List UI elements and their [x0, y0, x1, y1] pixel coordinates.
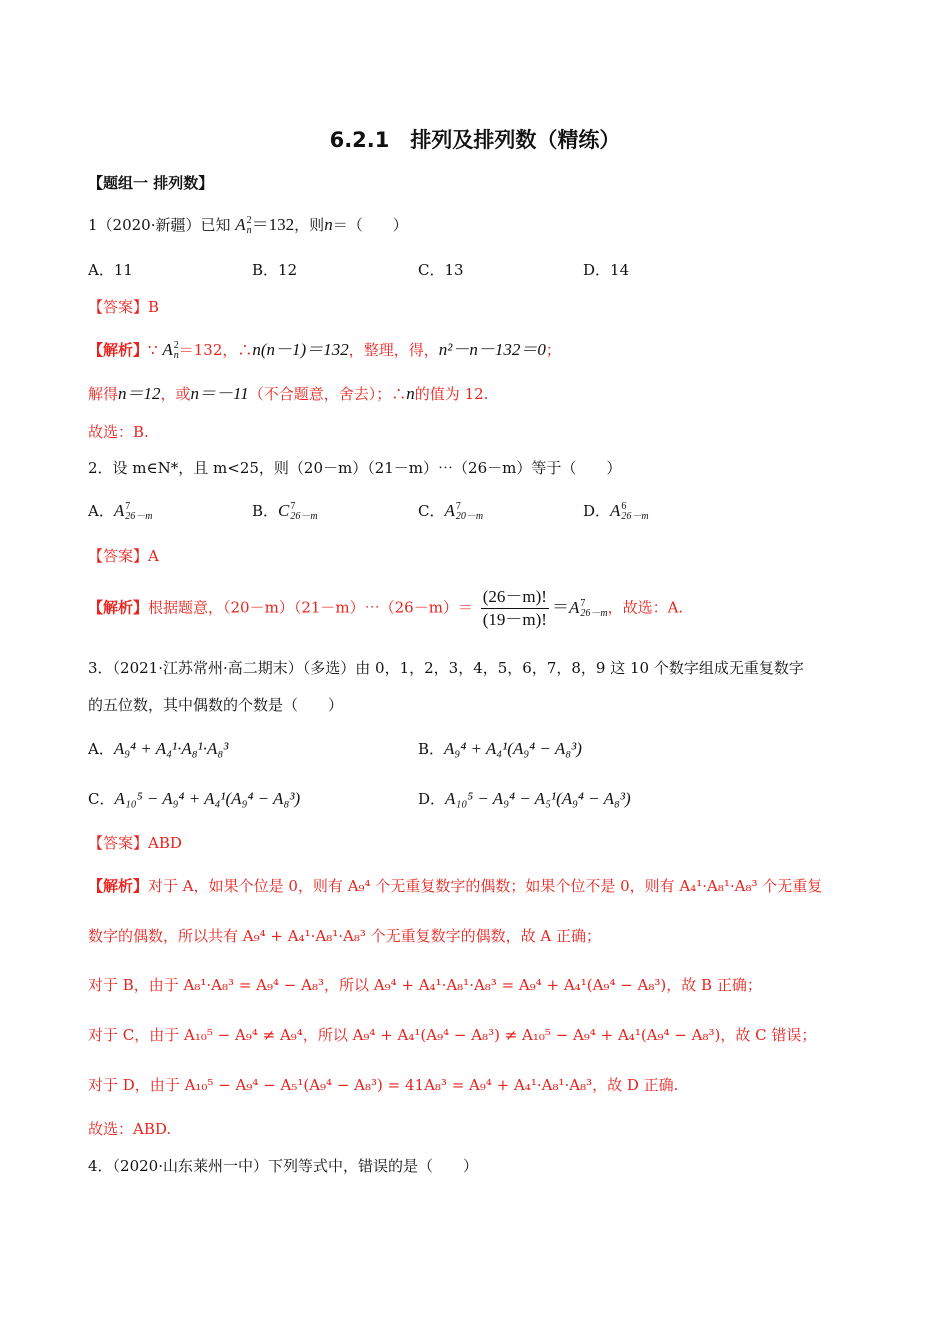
math-permutation: A 2 n: [235, 215, 252, 237]
question-1-option-b: B．12: [252, 261, 298, 279]
question-3-solution-line-1: 【解析】对于 A，如果个位是 0，则有 A₉⁴ 个无重复数字的偶数；如果个位不是 0，则有 A₄¹·A₈¹·A₈³ 个无重复: [88, 877, 823, 895]
question-1-option-d: D．14: [583, 261, 630, 279]
question-1-solution-line-1: 【解析】∵ A 2 n ＝132，∴n(n－1)＝132，整理，得，n²－n－132＝0；: [88, 340, 561, 362]
question-2-option-d: D．A 6 26－m: [583, 501, 649, 522]
question-1-answer: 【答案】B: [88, 298, 160, 316]
question-3-stem-line-2: 的五位数，其中偶数的个数是（ ）: [88, 696, 344, 714]
question-1-stem: 1（2020·新疆）已知 A 2 n ＝132，则n＝（ ）: [88, 215, 408, 237]
question-2-option-c: C．A 7 20－m: [418, 501, 484, 522]
question-3-stem-line-1: 3．（2021·江苏常州·高二期末）（多选）由 0，1，2，3，4，5，6，7，8，9 这 10 个数字组成无重复数字: [88, 659, 804, 677]
question-3-option-c: C．A₁₀⁵ − A₉⁴ + A₄¹(A₉⁴ − A₈³): [88, 789, 301, 808]
question-3-answer: 【答案】ABD: [88, 834, 182, 852]
question-2-answer: 【答案】A: [88, 547, 159, 565]
question-2-option-a: A．A 7 26－m: [88, 501, 153, 522]
question-2-solution: 【解析】根据题意，（20－m）（21－m）⋯（26－m）＝ $\frac{(26-m)!}{(19-m)!}$ ＝A 7 26－m ，故选：A.: [88, 587, 684, 629]
question-1-solution-line-2: 解得n＝12，或n＝－11（不合题意，舍去）；∴n的值为 12.: [88, 384, 489, 403]
question-2-stem: 2．设 m∈N*，且 m<25，则（20－m）（21－m）⋯（26－m）等于（ ）: [88, 459, 622, 477]
section-heading: 【题组一 排列数】: [88, 174, 214, 192]
question-3-option-a: A．A₉⁴ + A₄¹·A₈¹·A₈³: [88, 739, 229, 758]
question-1-option-c: C．13: [418, 261, 464, 279]
question-1-solution-line-3: 故选：B.: [88, 423, 149, 441]
question-3-solution-line-4: 对于 C，由于 A₁₀⁵ − A₉⁴ ≠ A₉⁴，所以 A₉⁴ + A₄¹(A₉⁴ − A₈³) ≠ A₁₀⁵ − A₉⁴ + A₄¹(A₉⁴ − A₈³)，故 C 错误；: [88, 1026, 817, 1044]
page-title: 6.2.1 排列及排列数（精练）: [329, 128, 621, 152]
question-4-stem: 4．（2020·山东莱州一中）下列等式中，错误的是（ ）: [88, 1157, 478, 1175]
question-1-option-a: A．11: [88, 261, 133, 279]
fraction: $\frac{(26-m)!}{(19-m)!}$: [482, 587, 547, 629]
question-3-solution-line-3: 对于 B，由于 A₈¹·A₈³ = A₉⁴ − A₈³，所以 A₉⁴ + A₄¹·A₈¹·A₈³ = A₉⁴ + A₄¹(A₉⁴ − A₈³)，故 B 正确；: [88, 976, 762, 994]
question-3-option-d: D．A₁₀⁵ − A₉⁴ − A₅¹(A₉⁴ − A₈³): [418, 789, 631, 808]
question-2-option-b: B．C 7 26－m: [252, 501, 318, 522]
question-3-solution-line-2: 数字的偶数，所以共有 A₉⁴ + A₄¹·A₈¹·A₈³ 个无重复数字的偶数，故 A 正确；: [88, 927, 601, 945]
question-3-option-b: B．A₉⁴ + A₄¹(A₉⁴ − A₈³): [418, 739, 582, 758]
question-3-solution-line-6: 故选：ABD.: [88, 1120, 172, 1138]
question-3-solution-line-5: 对于 D，由于 A₁₀⁵ − A₉⁴ − A₅¹(A₉⁴ − A₈³) = 41A₈³ = A₉⁴ + A₄¹·A₈¹·A₈³，故 D 正确.: [88, 1076, 679, 1094]
